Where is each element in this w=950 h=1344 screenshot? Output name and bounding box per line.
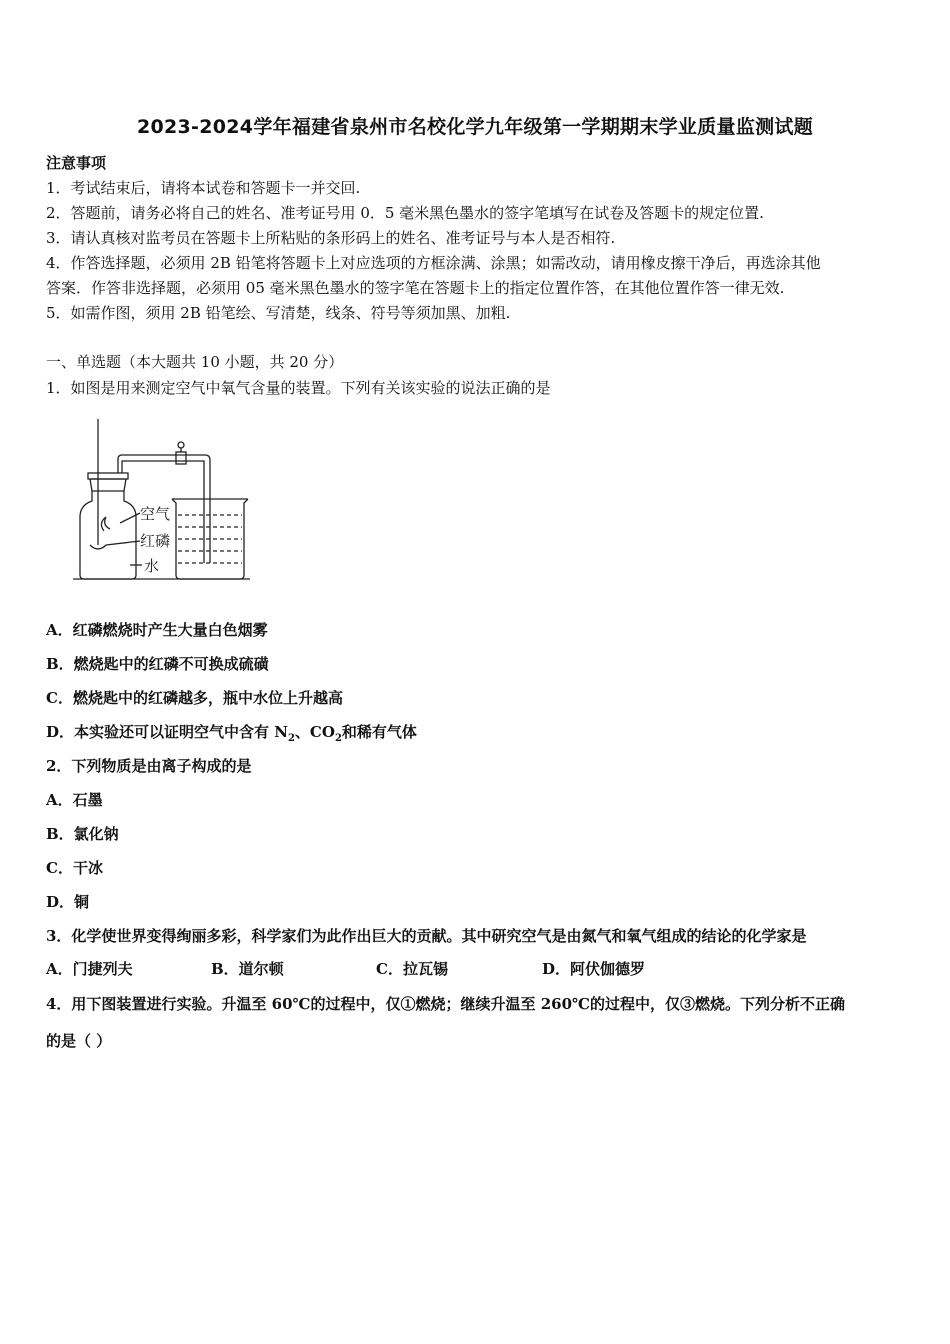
question-2-option: D．铜 [46,893,90,911]
question-3-option: B．道尔顿 [211,960,284,978]
notice-item: 1．考试结束后，请将本试卷和答题卡一并交回. [46,179,361,197]
figure-label-phosphorus: 红磷 [140,532,171,550]
question-1-stem: 1．如图是用来测定空气中氧气含量的装置。下列有关该实验的说法正确的是 [46,379,551,397]
question-2-option: B．氯化钠 [46,825,119,843]
question-4-stem-line-2: 的是（ ） [46,1032,112,1050]
question-3-options [46,958,906,980]
question-3-option: D．阿伏伽德罗 [542,960,646,978]
figure-label-air: 空气 [140,505,171,523]
page-title: 2023-2024学年福建省泉州市名校化学九年级第一学期期末学业质量监测试题 [136,116,814,138]
section-heading: 一、单选题（本大题共 10 小题，共 20 分） [46,353,344,371]
question-3-option: C．拉瓦锡 [376,960,448,978]
notice-heading: 注意事项 [46,154,107,172]
question-2-stem: 2．下列物质是由离子构成的是 [46,757,252,775]
figure-label-water: 水 [144,557,160,575]
question-2-option: A．石墨 [46,791,103,809]
question-1-option-c: C．燃烧匙中的红磷越多，瓶中水位上升越高 [46,689,343,707]
notice-item: 2．答题前，请务必将自己的姓名、准考证号用 0．5 毫米黑色墨水的签字笔填写在试卷及答题卡的规定位置. [46,204,764,222]
notice-item: 5．如需作图，须用 2B 铅笔绘、写清楚，线条、符号等须加黑、加粗. [46,304,511,322]
question-1-option-b: B．燃烧匙中的红磷不可换成硫磺 [46,655,269,673]
notice-item: 3．请认真核对监考员在答题卡上所粘贴的条形码上的姓名、准考证号与本人是否相符. [46,229,616,247]
question-4-stem-line-1: 4．用下图装置进行实验。升温至 60℃的过程中，仅①燃烧；继续升温至 260℃的过程中，仅③燃烧。下列分析不正确 [46,995,846,1013]
question-3-option: A．门捷列夫 [46,960,133,978]
question-1-option-d: D．本实验还可以证明空气中含有 $N_2$、$CO_2$和稀有气体 [46,723,417,744]
question-1-option-a: A．红磷燃烧时产生大量白色烟雾 [46,621,268,639]
question-3-stem: 3．化学使世界变得绚丽多彩，科学家们为此作出巨大的贡献。其中研究空气是由氮气和氧气组成的结论的化学家是 [46,927,807,945]
question-2-option: C．干冰 [46,859,103,877]
notice-item: 4．作答选择题，必须用 2B 铅笔将答题卡上对应选项的方框涂满、涂黑；如需改动，请用橡皮擦干净后，再选涂其他 [46,254,821,272]
notice-item: 答案．作答非选择题，必须用 05 毫米黑色墨水的签字笔在答题卡上的指定位置作答，在其他位置作答一律无效. [46,279,785,297]
oxygen-content-apparatus-figure [60,415,260,590]
